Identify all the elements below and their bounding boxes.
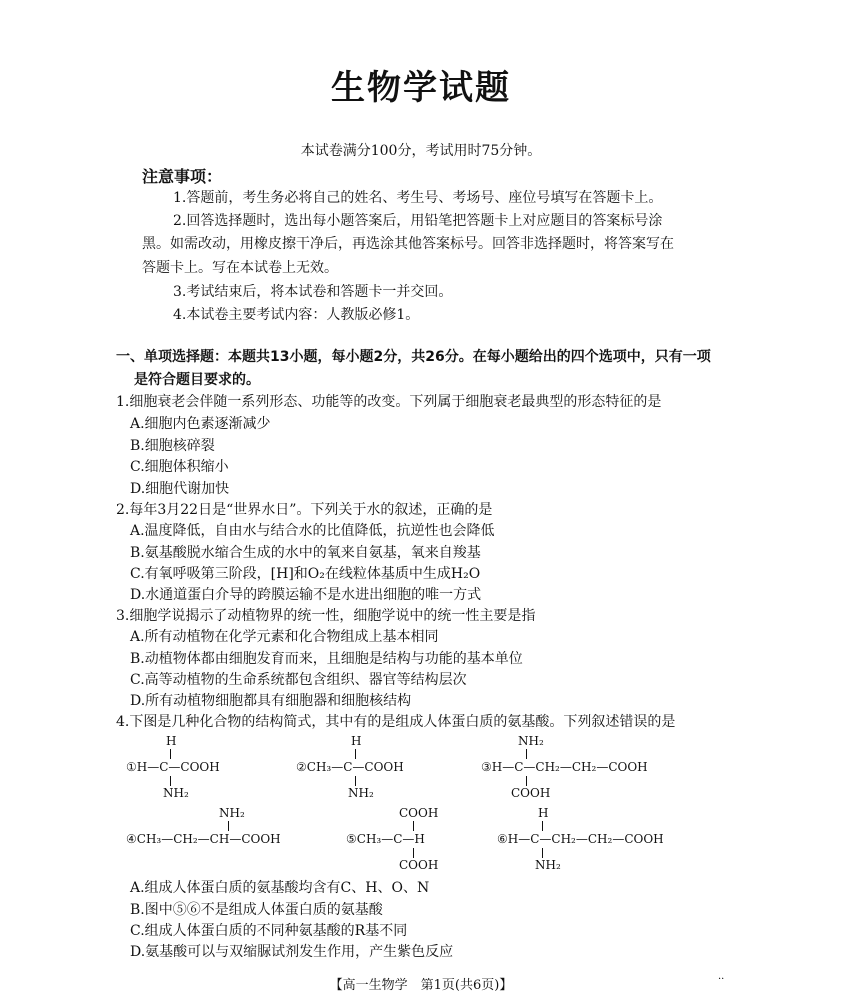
formula-2-top: H bbox=[351, 734, 362, 748]
option-d: D.水通道蛋白介导的跨膜运输不是水进出细胞的唯一方式 bbox=[130, 587, 482, 603]
option-b: B.图中⑤⑥不是组成人体蛋白质的氨基酸 bbox=[130, 902, 383, 918]
question-stem: 1.细胞衰老会伴随一系列形态、功能等的改变。下列属于细胞衰老最典型的形态特征的是 bbox=[116, 394, 662, 410]
section-heading: 一、单项选择题：本题共13小题，每小题2分，共26分。在每小题给出的四个选项中，只有一项 bbox=[116, 349, 711, 365]
formula-5-top: COOH bbox=[399, 806, 439, 820]
note-line: 4.本试卷主要考试内容：人教版必修1。 bbox=[173, 307, 420, 323]
formula-3-top: NH₂ bbox=[518, 734, 544, 748]
formula-6-bottom: NH₂ bbox=[535, 858, 561, 872]
option-b: B.氨基酸脱水缩合生成的水中的氧来自氨基，氧来自羧基 bbox=[130, 545, 481, 561]
option-d: D.细胞代谢加快 bbox=[130, 481, 230, 497]
note-line: 答题卡上。写在本试卷上无效。 bbox=[142, 260, 338, 276]
exam-info: 本试卷满分100分，考试用时75分钟。 bbox=[300, 143, 542, 159]
formula-4: ④CH₃—CH₂—CH—COOH bbox=[126, 832, 281, 846]
section-heading-cont: 是符合题目要求的。 bbox=[134, 372, 260, 388]
question-stem: 3.细胞学说揭示了动植物界的统一性，细胞学说中的统一性主要是指 bbox=[116, 608, 536, 624]
note-line: 3.考试结束后，将本试卷和答题卡一并交回。 bbox=[173, 284, 453, 300]
option-b: B.细胞核碎裂 bbox=[130, 438, 215, 454]
page-title: 生物学试题 bbox=[331, 68, 511, 108]
note-line: 黑。如需改动，用橡皮擦干净后，再选涂其他答案标号。回答非选择题时，将答案写在 bbox=[142, 236, 674, 252]
formula-4-top: NH₂ bbox=[219, 806, 245, 820]
note-line: 1.答题前，考生务必将自己的姓名、考生号、考场号、座位号填写在答题卡上。 bbox=[173, 190, 663, 206]
formula-3-bottom: COOH bbox=[511, 786, 551, 800]
option-c: C.组成人体蛋白质的不同种氨基酸的R基不同 bbox=[130, 923, 408, 939]
formula-2-bottom: NH₂ bbox=[348, 786, 374, 800]
formula-5: ⑤CH₃—C—H bbox=[346, 832, 425, 846]
notes-heading: 注意事项： bbox=[142, 167, 223, 186]
option-c: C.有氧呼吸第三阶段，[H]和O₂在线粒体基质中生成H₂O bbox=[130, 566, 481, 582]
option-a: A.所有动植物在化学元素和化合物组成上基本相同 bbox=[130, 629, 439, 645]
option-c: C.高等动植物的生命系统都包含组织、器官等结构层次 bbox=[130, 672, 467, 688]
option-a: A.细胞内色素逐渐减少 bbox=[130, 416, 271, 432]
option-d: D.所有动植物细胞都具有细胞器和细胞核结构 bbox=[130, 693, 412, 709]
option-c: C.细胞体积缩小 bbox=[130, 459, 229, 475]
option-d: D.氨基酸可以与双缩脲试剂发生作用，产生紫色反应 bbox=[130, 944, 454, 960]
formula-1: ①H—C—COOH bbox=[126, 760, 220, 774]
question-stem: 2.每年3月22日是“世界水日”。下列关于水的叙述，正确的是 bbox=[116, 502, 493, 518]
formula-5-bottom: COOH bbox=[399, 858, 439, 872]
note-line: 2.回答选择题时，选出每小题答案后，用铅笔把答题卡上对应题目的答案标号涂 bbox=[173, 213, 663, 229]
formula-2: ②CH₃—C—COOH bbox=[296, 760, 404, 774]
formula-6-top: H bbox=[538, 806, 549, 820]
formula-6: ⑥H—C—CH₂—CH₂—COOH bbox=[497, 832, 664, 846]
option-a: A.组成人体蛋白质的氨基酸均含有C、H、O、N bbox=[130, 880, 430, 896]
corner-mark: ·· bbox=[718, 974, 725, 985]
formula-1-bottom: NH₂ bbox=[163, 786, 189, 800]
formula-1-top: H bbox=[166, 734, 177, 748]
formula-3: ③H—C—CH₂—CH₂—COOH bbox=[481, 760, 648, 774]
question-stem: 4.下图是几种化合物的结构简式，其中有的是组成人体蛋白质的氨基酸。下列叙述错误的是 bbox=[116, 714, 676, 730]
page-footer: 【高一生物学 第1页(共6页)】 bbox=[329, 978, 513, 993]
option-b: B.动植物体都由细胞发育而来，且细胞是结构与功能的基本单位 bbox=[130, 651, 523, 667]
option-a: A.温度降低，自由水与结合水的比值降低，抗逆性也会降低 bbox=[130, 523, 495, 539]
